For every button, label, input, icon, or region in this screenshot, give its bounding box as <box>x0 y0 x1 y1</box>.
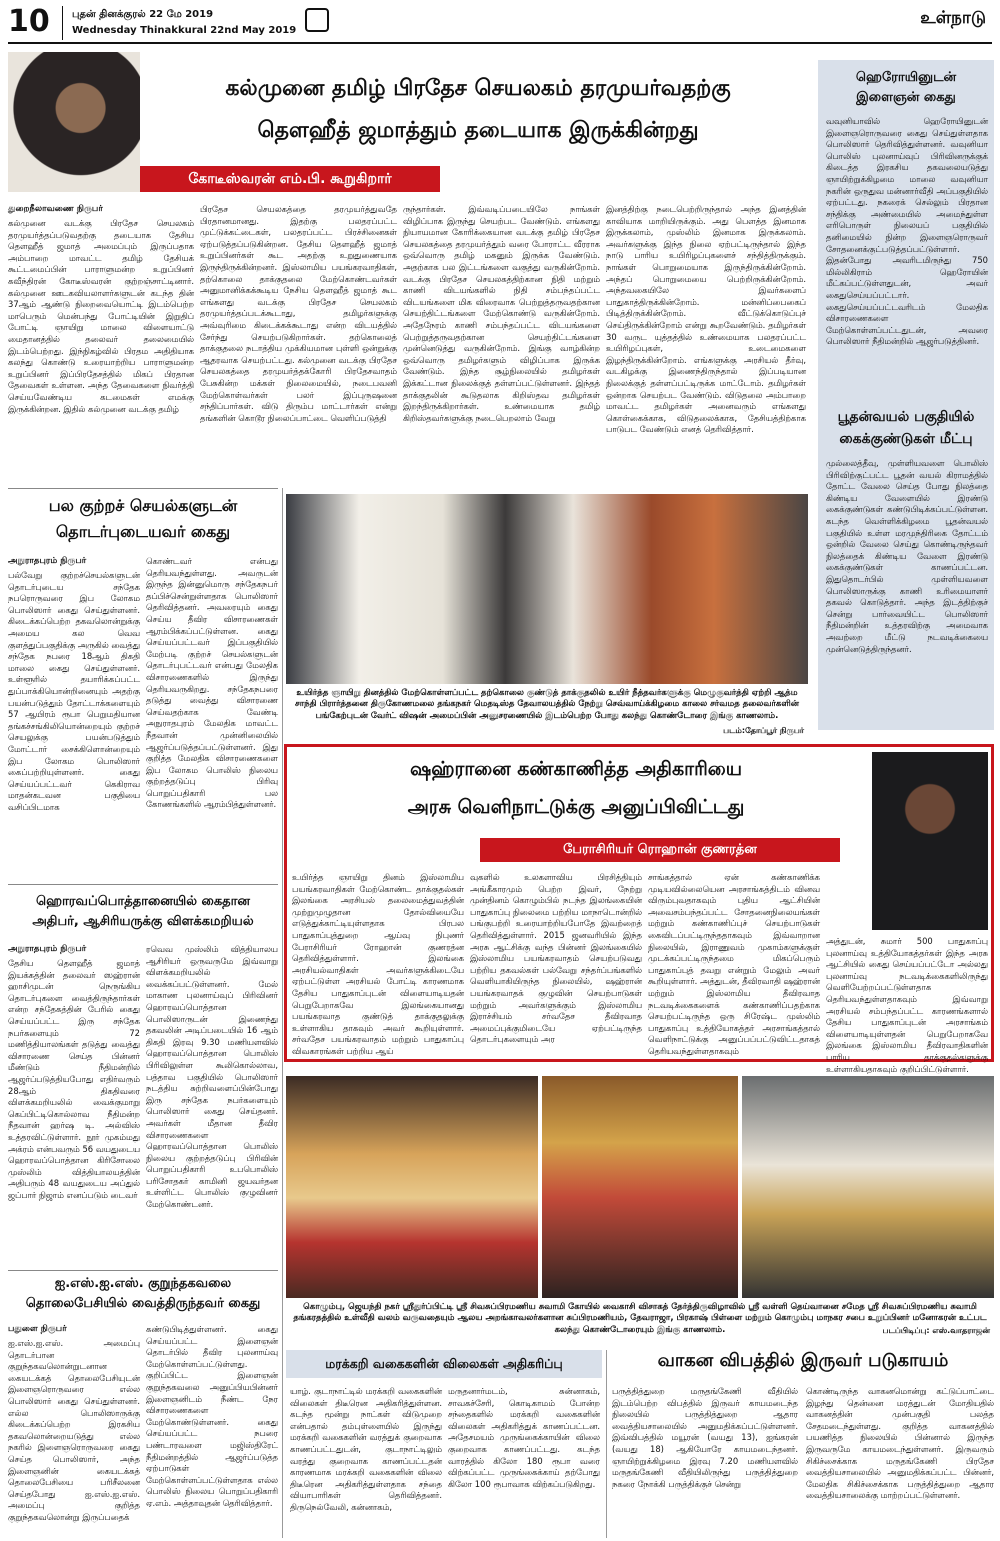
vegetables-column-1: யாழ். குடாநாட்டில் மரக்கறி வகைகளின் விலைகள் திடீரென அதிகரித்துள்ளன. கடந்த மூன்று நாட்கள் விடுமுறை என்பதால் தம்புள்ளையில் இருந்து மரக்கறி வகைகளின் வரத்துக் குறைவாக காணப்பட்டதுடன், குடாநாட்டிலும் வரத்து குறைவாக காணப்பட்டதன் காரணமாக மரக்கறி வகைகளின் விலை திடீரென அதிகரித்துள்ளதாக சந்தை வியாபாரிகள் தெரிவித்தனர். திருநெல்வேலி, கன்னாகம், <box>290 1386 442 1512</box>
lead-headline-line1: கல்முனை தமிழ் பிரதேச செயலகம் தரமுயர்வதற்கு <box>225 76 731 101</box>
photo-temple-lamp <box>286 1076 538 1298</box>
multicrime-column-2: கொண்டவர் என்பது தெரியவந்துள்ளது. அவருடன் இருந்த இன்னுமொரு சந்தேகநபர் தப்பிச்சென்றுள்ளதாக பொலிஸார் தெரிவித்தனர். அவரையும் கைது செய்ய தீவிர விசாரணைகள் ஆரம்பிக்கப்பட்டுள்ளன. கைது செய்யப்பட்டவர் இப்பகுதியில் மேற்படி குற்றச் செயல்களுடன் தொடர்புபட்டவர் என்பது மேலதிக விசாரணைகளில் இருந்து தெரியவருகிறது. சந்தேகநபரை தடுத்து வைத்து விசாரணை செய்வதற்காக வேண்டி அநுராதபுரம் மேலதிக மாவட்ட நீதவான் முன்னிலையில் ஆஜர்ப்படுத்தப்பட்டுள்ளனர். இது குறித்த மேலதிக விசாரணைகளை இப லோகம பொலிஸ் நிலைய குற்றத்தடுப்பு பிரிவு பொறுப்பதிகாரி பல கோணங்களில் ஆரம்பித்துள்ளனர். <box>146 556 278 810</box>
section-name: உள்நாடு <box>920 8 986 28</box>
lead-byline: துறைநீலாவணை நிருபர் <box>8 204 103 214</box>
rohan-column-4: அத்துடன், சுமார் 500 பாதுகாப்பு புலனாய்வு உத்தியோகத்தர்கள் இந்த அரசு ஆட்சியில் கைது செய்யப்பட்டோ அல்லது புலனாய்வு நடவடிக்கைகளிலிருந்து வெளியேற்றப்பட்டுள்ளதாக தெரியவந்துள்ளதாகவும் இவ்வாறு அரசியல் சம்பந்தப்பட்ட காரணங்களால் தேசிய பாதுகாப்புடன் அரசாங்கம் விளையாடியுள்ளதன் பெறுபேறாகவே இலங்கை இஸ்லாமிய தீவிரவாதிகளின் பாரிய தாக்குதல்களுக்கு உள்ளாகியதாகவும் குறிப்பிட்டுள்ளார். <box>826 936 988 1074</box>
photo-temple-chariot <box>542 1076 738 1298</box>
rohan-column-1: உயிர்த்த ஞாயிறு தினம் இஸ்லாமிய பயங்கரவாதிகள் மேற்கொண்ட தாக்குதல்கள் இலங்கை அரசியல் தலைமைத்துவத்தின் முற்றுமுழுதான தோல்வியையே எடுத்துக்காட்டியுள்ளதாக பிரபல பாதுகாப்புத்துறை ஆய்வு நிபுணர் பேராசிரியர் ரோஹான் குணரத்ன தெரிவித்துள்ளார். இலங்கை அரசியல்வாதிகள் அவர்களுக்கிடையே ஏற்பட்டுள்ள அரசியல் போட்டி காரணமாக தேசிய பாதுகாப்புடன் விளையாடியதன் பெறுபேறாகவே இலங்கையானது பயங்கரவாத குண்டுத் தாக்குதலுக்கு உள்ளாகிய தாகவும் அவர் கூறியுள்ளார். சர்வதேச பயங்கரவாதம் மற்றும் பாதுகாப்பு விவகாரங்கள் பற்றிய ஆய் <box>292 872 464 1056</box>
masthead-divider <box>62 6 63 40</box>
multicrime-headline-line2: தொடர்புடையவர் கைது <box>55 522 231 541</box>
photo-candle-vigil-credit: படம்:தோப்பூர் நிருபர் <box>723 726 804 735</box>
lead-column-4: இனத்திற்கு நடைபெற்றிருந்தால் அந்த இனத்தின் காவியாக மாறியிருக்கும். அது பௌத்த இனமாக இருக்கலாம், முஸ்லிம் இனமாக இருக்கலாம். அவர்களுக்கு இந்த நிலை ஏற்பட்டிருந்தால் இந்த நாடு பாரிய உயிரிழப்புகளைச் சந்தித்திருக்கும். நாங்கள் பொறுமையாக இருந்திருக்கின்றோம். அந்தப் பொறுமையை பெற்றிருக்கின்றோம். அந்தவகையிலே இவர்களைப் பாதுகாத்திருக்கின்றோம். மன்னிப்பைகைப் பிடித்திருக்கின்றோம். வீட்டுக்கொடுப்புச் செய்திருக்கின்றோம் என்று கூறவேண்டும். தமிழர்கள் 30 வருட யுத்தத்தில் உண்மையாக பலதரப்பட்ட உயிரிழப்புகள், உடைமைகளை இழந்திருக்கின்றோம். எங்களுக்கு அரசியல் தீர்வு, வடகிழக்கு இணைந்திருந்தால் இப்படியான நிலைக்குத் தள்ளப்பட்டிருக்க மாட்டோம். தமிழர்கள் ஒன்றாக செயற்பட வேண்டும். விடுதலை அம்பாறை மாவட்ட தமிழர்கள் அனைவரும் எங்களது கொள்கைக்காக, விடுதலைக்காக, தேசியத்திற்காக பாடுபட வேண்டும் எனத் தெரிவித்தார். <box>606 204 806 435</box>
isis-headline-line1: ஐ.எஸ்.ஐ.எஸ். குறுந்தகவலை <box>54 1276 232 1291</box>
masthead-date-tamil: புதன் தினக்குரல் 22 மே 2019 <box>72 9 214 20</box>
vegetables-column-2: மருதனார்மடம், சுன்னாகம், சாவகச்சேரி, கொடிகாமம் போன்ற சந்தைகளில் மரக்கறி வகைகளின் விலைகள் அதிகரித்துக் காணப்பட்டன. அதேசமயம் முருங்கைக்காயின் விலை குறைவாக காணப்பட்டது. கடந்த வாரத்தில் கிலோ 180 ரூபா வரை விற்கப்பட்ட முருங்கைக்காய் தற்போது கிலோ 100 ரூபாவாக விற்கப்படுகிறது. <box>448 1386 600 1489</box>
heroin-headline-line2: இளைஞன் கைது <box>856 90 956 105</box>
rohan-portrait-photo <box>872 752 988 930</box>
lead-subhead: கோடீஸ்வரன் எம்.பி. கூறுகிறார் <box>140 166 440 192</box>
heroin-headline-line1: ஹெரோயினுடன் <box>855 70 957 85</box>
rohan-headline-line2: அரசு வெளிநாட்டுக்கு அனுப்பிவிட்டது <box>407 796 745 818</box>
photo-candle-vigil <box>286 494 808 684</box>
horowpothana-column-2: ரவெவ முஸ்லிம் வித்தியாலய ஆசிரியர் ஒருவருமே இவ்வாறு விளக்கமறியலில் வைக்கப்பட்டுள்ளனர். மேல் மாகாண புலனாய்வுப் பிரிவினர் ஹொரவப்பொத்தான பொலிஸாருடன் இணைந்து தகவலின் அடிப்படையில் 16 ஆம் திகதி இரவு 9.30 மணியளவில் ஹொரவப்பொத்தான பொலிஸ் பிரிவிலுள்ள கூலிகொல்லாவ, பத்தாவ பகுதியில் பொலிஸார் நடத்திய சுற்றிவளைப்பின்போது இரு சந்தேக நபர்களையும் பொலிஸார் கைது செய்தனர். அவர்கள் மீதான தீவிர விசாரணைகளை ஹொரவப்பொத்தான பொலிஸ் நிலைய குற்றத்தடுப்பு பிரிவின் பொறுப்பதிகாரி உபபொலிஸ் பரிசோதகர் காமினி ஜயவர்தன உள்ளிட்ட பொலிஸ் குழுவினர் மேற்கொண்டனர். <box>146 944 278 1210</box>
section-rule-2 <box>8 884 278 885</box>
lead-column-2: பிரதேச செயலகத்தை தரமுயர்த்துவதே பிரதானமானது. இதற்கு பலதரப்பட்ட முட்டுக்கட்டைகள், பலதரப்பட்ட பிரச்சினைகள் ஏற்படுத்தப்படுகின்றன. தேசிய தௌஹீத் ஜமாத் உறுப்பினர்கள் கூட அதற்கு உறுதுணையாக இருந்திருக்கின்றனர். இஸ்லாமிய பயங்கரவாதிகள், தற்கொலை தாக்குதலை மேற்கொண்டவர்கள் அனுமானிக்கக்கூடிய நேசிய தௌஹீத் ஜமாத் கூட எங்களது வடக்கு பிரதேச செயலகம் தரமுயர்த்தப்படக்கூடாது, தமிழர்களுக்கு அவ்வுரிமை கிடைக்கக்கூடாது என்ற விடயத்தில் சேர்ந்து செயற்படுகிறார்கள். தற்கொலைத் தாக்குதலை நடாத்திய முக்கியமான புள்ளி ஒன்றுக்கு ஆதரவாக செயற்பட்டது. கல்முனை வடக்கு பிரதேச செயலகத்தை தரமுயர்த்தக்கோரி பிரதேசவாதம் பேசுகின்ற மக்கள் நிலைமையில், நடைபவனி மேற்கொள்வர்கள் பலர் இப்புருஷனை சந்திப்பார்கள். விடு திரும்ப மாட்டார்கள் என்று தங்களின் கொடூர நிலைப்பாட்டை வெளிப்படுத்தி <box>200 204 397 423</box>
isis-column-2: கண்டுபிடித்துள்ளனர். கைது செய்யப்பட்ட இளைஞன் தொடர்பில் தீவிர புலனாய்வு மேற்கொள்ளப்பட்டுள்ளது. குறிப்பிட்ட இளைஞன் குறுந்தகவலை அனுப்பியபின்னர் இளைஞனிடம் நீண்ட நேர விசாரணைகளை மேற்கொண்டுள்ளனர். கைது செய்யப்பட்ட நபரை பண்டாரவளை மஜிஸ்திரேட் நீதிமன்றத்தில் ஆஜர்ப்படுத்த ஏற்பாடுகள் மேற்கொள்ளப்பட்டுள்ளதாக எல்ல பொலிஸ் நிலைய பொறுப்பதிகாரி ஏ.எம். அத்தாவுதன் தெரிவித்தார். <box>146 1324 278 1508</box>
horowpothana-headline-line2: அதிபர், ஆசிரியருக்கு விளக்கமறியல் <box>32 914 254 929</box>
column-rule-bottom <box>606 1350 607 1538</box>
column-rule-left <box>282 488 283 1538</box>
masthead-rule <box>8 42 992 44</box>
accident-column-2: கொண்டிருந்த வாகனமொன்று கட்டுப்பாட்டை இழந்து தென்னை மரத்துடன் மோதியதில் வாகனத்தின் முன்பகுதி பலத்த சேதமடைந்துள்ளது. குறித்த வாகனத்தில் பயணித்த நிலையில் பின்னால் இருந்த இருவருமே காயமடைந்துள்ளனர். இருவரும் சிகிச்சைக்காக மருதங்கேணி பிரதேச வைத்தியசாலையில் அனுமதிக்கப்பட்ட பின்னர், மேலதிக சிகிச்சைக்காக பருத்தித்துறை ஆதார வைத்தியசாலைக்கு மாற்றப்பட்டுள்ளனர். <box>806 1386 994 1501</box>
grenades-headline-line1: பூதன்வயல் பகுதியில் <box>837 409 975 425</box>
section-rule-3 <box>8 1270 278 1271</box>
vegetables-headline: மரக்கறி வகைகளின் விலைகள் அதிகரிப்பு <box>325 1356 563 1371</box>
multicrime-headline-line1: பல குற்றச் செயல்களுடன் <box>48 496 238 515</box>
thinakkural-logo-icon <box>305 8 329 32</box>
horowpothana-column-1: தேசிய தௌஹீத் ஜமாத் இயக்கத்தின் தலைவர் ஸஹ்ரான் ஹாசிமுடன் நெருங்கிய தொடர்புகளை வைத்திருந்தார்கள் என்ற சந்தேகத்தின் பேரில் கைது செய்யப்பட்ட இரு சந்தேக நபர்களையும் 72 மணித்தியாலங்கள் தடுத்து வைத்து விசாரணை செய்த பின்னர் மீண்டும் நீதிமன்றில் ஆஜர்ப்படுத்தியபோது எதிர்வரும் 28ஆம் திகதிவரை விளக்கமறியலில் வைக்குமாறு கெப்பிட்டிகொல்லாவ நீதிமன்ற நீதவான் ஹர்ஷ டி. அல்விஸ் உத்தரவிட்டுள்ளார். நூர் முகம்மது அக்ரம் என்பவரும் 56 வயதுடைய ஹொரவப்பொத்தான கிரிசோலை முஸ்லிம் வித்தியாலயத்தின் அதிபரும் 48 வயதுடைய அப்துல் ஜப்பார் நிஜாம் எனப்படும் டைவர் <box>8 958 141 1200</box>
page-number: 10 <box>8 4 50 39</box>
rohan-column-3: சாங்கத்தால் ஏன் கண்காணிக்க முடியவில்லையென அரசாங்கத்திடம் வினவ விரும்புவதாகவும் புதிய ஆட்சியின் அவைசம்பந்தப்பட்ட சோதனைநிலையங்கள் மற்றும் கண்காணிப்புச் செயற்பாடுகள் கைவிடப்பட்டிருந்ததாகவும் இவ்வாறான நிலையில், இராணுவம் முகாம்களுக்குள் முடக்கப்பட்டிருந்தமை மிகப்பெரும் பாதுகாப்புத் தவறு என்றும் மேலும் அவர் கூறியுள்ளார். அத்துடன், தீவிரவாதி ஷஹ்ரான் மற்றும் இஸ்லாமிய தீவிரவாத நடவடிக்கைகளைக் கண்காணிப்பதற்காக செயற்பட்டிருந்த ஒரு சிரேஷ்ட முஸ்லிம் பாதுகாப்பு உத்தியோகத்தர் அரசாங்கத்தால் வெளிநாட்டுக்கு அனுப்பப்பட்டுவிட்டதாகத் தெரியவந்துள்ளதாகவும் <box>648 872 820 1056</box>
heroin-body: வவுனியாவில் ஹெரோயினுடன் இளைஞரொருவரை கைது செய்துள்ளதாக பொலிஸார் தெரிவித்துள்ளனர். வவுனியா பொலிஸ் புலனாய்வுப் பிரிவினருக்குக் கிடைத்த இரகசிய தகவலையடுத்து ஞாயிற்றுக்கிழமை மாலை வவுனியா நகரின் ஒருதுவ மன்னார்வீதி அப்பகுதியில் ஏற்பட்டது. நகரைக் செல்லும் பிரதான சந்திக்கு அண்மையில் அமைந்துள்ள எரிபொருள் நிலையப் பகுதியில் தனிமையில் நின்ற இளைஞரொருவர் சோதனைக்குட்படுத்தப்பட்டுள்ளார். இதன்போது அவரிடமிருந்து 750 மில்லிகிராம் ஹெரோயின் மீட்கப்பட்டுள்ளதுடன், அவர் கைதுசெய்யப்பட்டார். கைதுசெய்யப்பட்டவரிடம் மேலதிக விசாரணைகளை மேற்கொள்ளப்பட்டதுடன், அவரை பொலிஸார் நீதிமன்றில் ஆஜர்படுத்தினர். <box>826 116 988 347</box>
grenades-body: முல்லைத்தீவு, முள்ளியவளை பொலிஸ் பிரிவிற்குட்பட்ட பூதன் வயல் கிராமத்தில் தோட்ட வேலை செய்த போது நிலத்தை கிண்டிய வேளையில் இரண்டு கைக்குண்டுகள் கண்டுபிடிக்கப்பட்டுள்ளன. கடந்த வெள்ளிக்கிழமை பூதன்வயல் பகுதியில் உள்ள மரமுந்திரிகை தோட்டம் ஒன்றில் வேலை செய்து கொண்டிருந்தவர் நிலத்தைக் கிண்டிய வேளை இரண்டு கைக்குண்டுகள் காணப்பட்டன. இதுதொடர்பில் முள்ளியவளை பொலிஸாருக்கு காணி உரிமையாளர் தகவல் கொடுத்தார். அந்த இடத்திற்குச் சென்று பார்வையிட்ட பொலிஸார் நீதிமன்றின் உத்தரவிற்கு அமைவாக அவற்றை மீட்டு நடவடிக்கையை முன்னெடுத்திருந்தனர். <box>826 458 988 654</box>
horowpothana-headline-line1: ஹொரவப்பொத்தானையில் கைதான <box>35 894 251 909</box>
multicrime-byline: அநுராதபுரம் நிருபர் <box>8 556 87 566</box>
photo-candle-vigil-caption: உயிர்த்த ஞாயிறு தினத்தில் மேற்கொள்ளப்பட்ட தற்கொலை குண்டுத் தாக்குதலில் உயிர் நீத்தவர்களுக்கு மெழுகுவர்த்தி ஏற்றி ஆத்ம சாந்தி பிரார்த்தனை திருகோணமலை தங்கநகர் மெதடிஸ்த தேவாலயத்தில் நேற்று செவ்வாய்க்கிழமை காலை சர்வமத தலைவர்களின் பங்கேற்புடன் வேர்ட் விஷன் அமைப்பின் அனுசரணையில் இடம்பெற்ற போது கலந்து கொண்டோரை இங்கு காணலாம். <box>294 688 800 721</box>
horowpothana-byline: அநுராதபுரம் நிருபர் <box>8 944 87 954</box>
section-rule-1 <box>8 488 278 489</box>
photo-temple-credit: படப்பிடிப்பு: எஸ்.வாதராஜன் <box>882 1326 990 1335</box>
isis-headline-line2: தொலைபேசியில் வைத்திருந்தவர் கைது <box>25 1296 261 1311</box>
rohan-headline-line1: ஷஹ்ரானை கண்காணித்த அதிகாரியை <box>409 758 743 780</box>
accident-headline: வாகன விபத்தில் இருவர் படுகாயம் <box>657 1350 949 1371</box>
isis-column-1: ஐ.எஸ்.ஐ.எஸ். அமைப்பு தொடர்பான குறுந்தகவலொன்றுடனான கையடக்கத் தொலைபேசியுடன் இளைஞரொருவரை எல்ல பொலிஸார் கைது செய்துள்ளனர். எல்ல பொலிஸாருக்கு கிடைக்கப்பெற்ற இரகசிய தகவலொன்றையடுத்து எல்ல நகரில் இளைஞரொருவரை கைது செய்த பொலிஸார், அந்த இளைஞனின் கையடக்கத் தொலைபேசியை பரிசீலனை செய்தபோது ஐ.எஸ்.ஐ.எஸ். அமைப்பு குறித்த குறுந்தகவலொன்று இருப்பதைக் <box>8 1338 140 1522</box>
isis-byline: பதுளை நிருபர் <box>8 1324 67 1334</box>
rohan-column-2: வுகளில் உலகளாவிய பிரசித்தியும் அங்கீகாரமும் பெற்ற இவர், நேற்று முன்தினம் கொழும்பில் நடந்த இலங்கையின் பாதுகாப்பு நிலைமை பற்றிய மாநாடொன்றில் பங்குபற்றி உரையாற்றியபோதே இவற்றைத் தெரிவித்துள்ளார். 2015 ஜனவரியில் இந்த அரசு ஆட்சிக்கு வந்த பின்னர் இலங்கையில் இஸ்லாமிய பயங்கரவாதம் செயற்படுவது பற்றிய தகவல்கள் பல்வேறு சந்தர்ப்பங்களில் வெளியாகியிருந்த நிலையில், ஷஹ்ரான் பயங்கரவாதக் குழுவின் செயற்பாடுகள் மற்றும் அவர்களுக்கும் இஸ்லாமிய இராச்சியம் சர்வதேச தீவிரவாத அமைப்புக்குமிடையே ஏற்பட்டிருந்த தொடர்புகளையும் அர <box>470 872 642 1045</box>
rohan-subhead: பேராசிரியர் ரொஹான் குணரத்ன <box>480 838 840 862</box>
lead-photo-portrait <box>8 52 140 192</box>
multicrime-column-1: பல்வேறு குற்றச்செயல்களுடன் தொடர்புடைய சந்தேக நபரொருவரை இப லோகம பொலிஸார் கைது செய்துள்ளனர். கிடைக்கப்பெற்ற தகவலொன்றுக்கு அமைய கல வெவ குளத்துப்பகுதிக்கு அருகில் வைத்து சந்தேக நபரை 18ஆம் திகதி மாலை கைது செய்துள்ளனர். உள்ளூரில் தயாரிக்கப்பட்ட துப்பாக்கியொன்றினையும் அதற்கு பயன்படுத்தும் தோட்டாக்களையும் 57 ஆயிரம் ரூபா பெறுமதியான தங்கச்சங்கிலியொன்றையும் குற்றச் செயலுக்கு பயன்படுத்தும் மோட்டார் சைக்கிளொன்றையும் இப லோகம பொலிஸார் கைப்பற்றியுள்ளனர். கைது செய்யப்பட்டவர் கெகிராவ மாதன்கடவன பகுதியை வசிப்பிடமாக <box>8 570 141 812</box>
grenades-headline-line2: கைக்குண்டுகள் மீட்பு <box>839 431 973 447</box>
photo-temple-dignitaries <box>742 1076 994 1298</box>
masthead-date-english: Wednesday Thinakkural 22nd May 2019 <box>72 25 297 36</box>
photo-temple-caption: கொழும்பு, ஜெயந்தி நகர் ஸ்ரீதுர்ப்பிட்டி ஸ்ரீ சிவசுப்பிரமணிய சுவாமி கோயில் வைகாசி விசாகத் தேர்த்திருவிழாவில் ஸ்ரீ வள்ளி தெய்வானை சமேத ஸ்ரீ சிவசுப்பிரமணிய சுவாமி தங்கரதத்தில் உள்வீதி வலம் வருவதையும் ஆலய அறங்காவலர்களான சுப்பிரமணியம், தேவராஜா, பிரகாஷ் பிள்ளை மற்றும் கொழும்பு மாநகர சபை உறுப்பினர் மனோகரன் உட்பட கலந்து கொண்டோரையும் இங்கு காணலாம். <box>293 1302 987 1335</box>
accident-column-1: பருத்தித்துறை மருதங்கேணி வீதியில் இடம்பெற்ற விபத்தில் இருவர் காயமடைந்த நிலையில் பருத்தித்துறை ஆதார வைத்தியசாலையில் அனுமதிக்கப்பட்டுள்ளனர். இவ்விபத்தில் மயூரன் (வயது 13), ஐங்கரன் (வயது 18) ஆகியோரே காயமடைந்தனர். ஞாயிற்றுக்கிழமை இரவு 7.20 மணியளவில் மருதங்கேணி வீதியிலிருந்து பருத்தித்துறை நகரை நோக்கி பருத்திக்குச் சென்று <box>612 1386 798 1489</box>
lead-column-3: ருந்தார்கள். இவ்வடிப்படையிலே நாங்கள் விழிப்பாக இருந்து செயற்பட வேண்டும். எங்களது நியாயமான கோரிக்கையான வடக்கு தமிழ் பிரதேச செயலகத்தை தரமுயர்த்தும் வரை போராட்ட வீரராக ஒவ்வொரு தமிழ் மகனும் இருக்க வேண்டும். அதற்காக பல இட்டங்களை வகுத்து வருகின்றோம். வடக்கு பிரதேச செயலகத்திற்கான நிதி மற்றும் காணி விடயங்களில் நிதி சம்பந்தப்பட்ட விடயங்களை மிக விரைவாக பெற்றுத்தருவதற்கான செயற்திட்டங்களை மேற்கொண்டு வருகின்றோம். அதேநேரம் காணி சம்பந்தப்பட்ட விடயங்களை பெற்றுத்தருவதற்கான செயற்திட்டங்களை முன்னெடுத்து வருகின்றோம். இங்கு வாழ்கின்ற ஒவ்வொரு தமிழர்களும் விழிப்பாக இருக்க வேண்டும். இந்த சூழ்நிலையில் தமிழர்கள் இக்கட்டான நிலைக்குத் தள்ளப்பட்டுள்ளனர். இந்தத் தாக்குதலின் கூடுதலாக கிறிஸ்தவ தமிழர்கள் இறந்திருக்கிறார்கள். உண்மையாக தமிழ் கிறிஸ்தவர்களுக்கு நடைபெறலாம் வேறு <box>403 204 600 423</box>
lead-column-1: கல்முனை வடக்கு பிரதேச செயலகம் தரமுயர்த்தப்படுவதற்கு தடையாக தேசிய தௌஹீத் ஜமாத் அமைப்பும் இருப்பதாக அம்பாறை மாவட்ட தமிழ் தேசியக் கூட்டமைப்பின் பாராளுமன்ற உறுப்பினர் கவீந்திரன் கோடீஸ்வரன் குற்றஞ்சாட்டினார். கல்முனை ஊடகவியலாளர்களுடன் கடந்த தின் 37ஆம் ஆண்டு நிறைவையொட்டி இடம்பெற்ற மாபெரும் மென்பந்து போட்டியின் இறுதிப் போட்டி ஞாயிறு மாலை விளையாட்டு மைதானத்தில் தலைவர் தலைமையில் இடம்பெற்றது. இந்நிகழ்வில் பிரதம அதிதியாக கலந்து கொண்டு உரையாற்றிய பாராளுமன்ற உறுப்பினர் இப்பிரதேசத்தில் மிகப் பிரதான தேவைகள் உள்ளன. அந்த தேவைகளை நிவர்த்தி செய்யவேண்டிய கடமைகள் எமக்கு இருக்கின்றன. இதில் கல்முனை வடக்கு தமிழ் <box>8 218 194 414</box>
lead-headline-line2: தௌஹீத் ஜமாத்தும் தடையாக இருக்கின்றது <box>257 118 699 143</box>
